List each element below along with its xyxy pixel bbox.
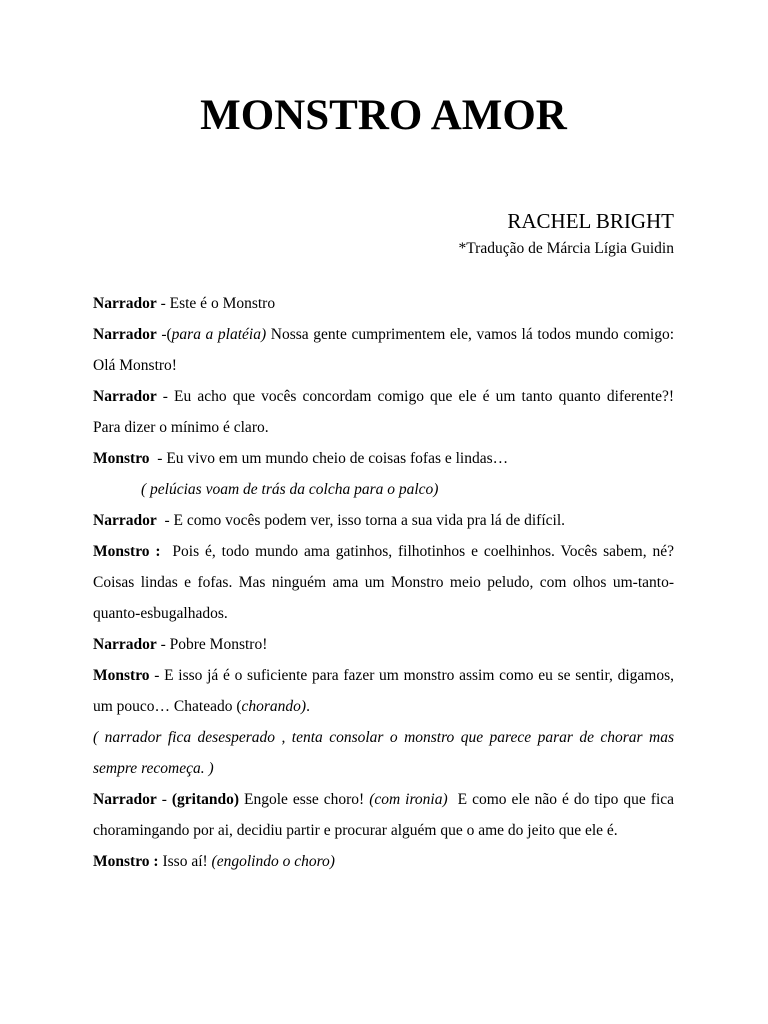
dialogue-text: Engole esse choro! <box>239 791 370 808</box>
speaker-name: Narrador <box>93 636 157 653</box>
dialogue-text: E como vocês podem ver, isso torna a sua vida pra lá de difícil. <box>173 512 565 529</box>
script-line: Narrador - Pobre Monstro! <box>93 636 268 653</box>
script-line: Narrador - E como vocês podem ver, isso torna a sua vida pra lá de difícil. <box>93 512 565 529</box>
stage-direction: (gritando) <box>171 791 240 808</box>
page-title: MONSTRO AMOR <box>200 92 567 139</box>
script-line: Monstro - Eu vivo em um mundo cheio de coisas fofas e lindas… <box>93 450 509 467</box>
dialogue-text: Pobre Monstro! <box>169 636 268 653</box>
translator-credit: *Tradução de Márcia Lígia Guidin <box>458 240 674 257</box>
dialogue-text: Nossa gente cumprimentem ele, vamos lá todos mundo comigo: Olá Monstro! <box>93 326 675 374</box>
script-line: Monstro - E isso já é o suficiente para fazer um monstro assim como eu se sentir, digamos, um pouco… Chateado (chorando). <box>93 667 674 715</box>
speaker-name: Narrador <box>93 295 157 312</box>
script-line: Narrador - Este é o Monstro <box>93 295 276 312</box>
script-line: Narrador - (gritando) Engole esse choro! (com ironia) E como ele não é do tipo que fica choramingando por ai, decidiu partir e procurar alguém que o ame do jeito que ele é. <box>93 791 678 839</box>
speaker-name: Monstro : <box>93 853 159 870</box>
speaker-name: Narrador <box>93 791 157 808</box>
dialogue-text: Eu acho que vocês concordam comigo que ele é um tanto quanto diferente?! Para dizer o mínimo é claro. <box>93 388 674 436</box>
speaker-name: Narrador <box>93 326 157 343</box>
stage-direction: (com ironia) <box>369 791 448 808</box>
script-line <box>93 536 674 629</box>
stage-direction: para a platéia) <box>171 326 267 343</box>
speaker-name: Monstro <box>93 667 150 684</box>
stage-direction: (engolindo o choro) <box>211 853 335 870</box>
stage-direction: chorando) <box>241 698 307 715</box>
speaker-name: Narrador <box>93 388 157 405</box>
speaker-name: Narrador <box>93 512 157 529</box>
dialogue-text: E isso já é o suficiente para fazer um monstro assim como eu se sentir, digamos, um pouco… Chateado ( <box>93 667 674 715</box>
script-line <box>93 846 674 877</box>
speaker-name: Monstro <box>93 450 150 467</box>
stage-direction-line: ( pelúcias voam de trás da colcha para o palco) <box>141 481 439 498</box>
dialogue-text: Pois é, todo mundo ama gatinhos, filhotinhos e coelhinhos. Vocês sabem, né? Coisas lindas e fofas. Mas ninguém ama um Monstro meio peludo, com olhos um-tanto-quanto-esbugalhados. <box>93 543 674 622</box>
dialogue-text: E como ele não é do tipo que fica choramingando por ai, decidiu partir e procurar alguém que o ame do jeito que ele é. <box>93 791 678 839</box>
author-name: RACHEL BRIGHT <box>507 209 674 233</box>
script-line: Narrador - Eu acho que vocês concordam comigo que ele é um tanto quanto diferente?! Para dizer o mínimo é claro. <box>93 388 674 436</box>
script-line: Narrador -(para a platéia) Nossa gente cumprimentem ele, vamos lá todos mundo comigo: Olá Monstro! <box>93 326 675 374</box>
dialogue-text: Eu vivo em um mundo cheio de coisas fofas e lindas… <box>166 450 509 467</box>
dialogue-text: Isso aí! <box>162 853 212 870</box>
stage-direction-line: ( narrador fica desesperado , tenta consolar o monstro que parece parar de chorar mas sempre recomeça. ) <box>93 729 674 777</box>
speaker-name: Monstro : <box>93 543 161 560</box>
script-body <box>93 288 678 877</box>
dialogue-text: Este é o Monstro <box>169 295 276 312</box>
